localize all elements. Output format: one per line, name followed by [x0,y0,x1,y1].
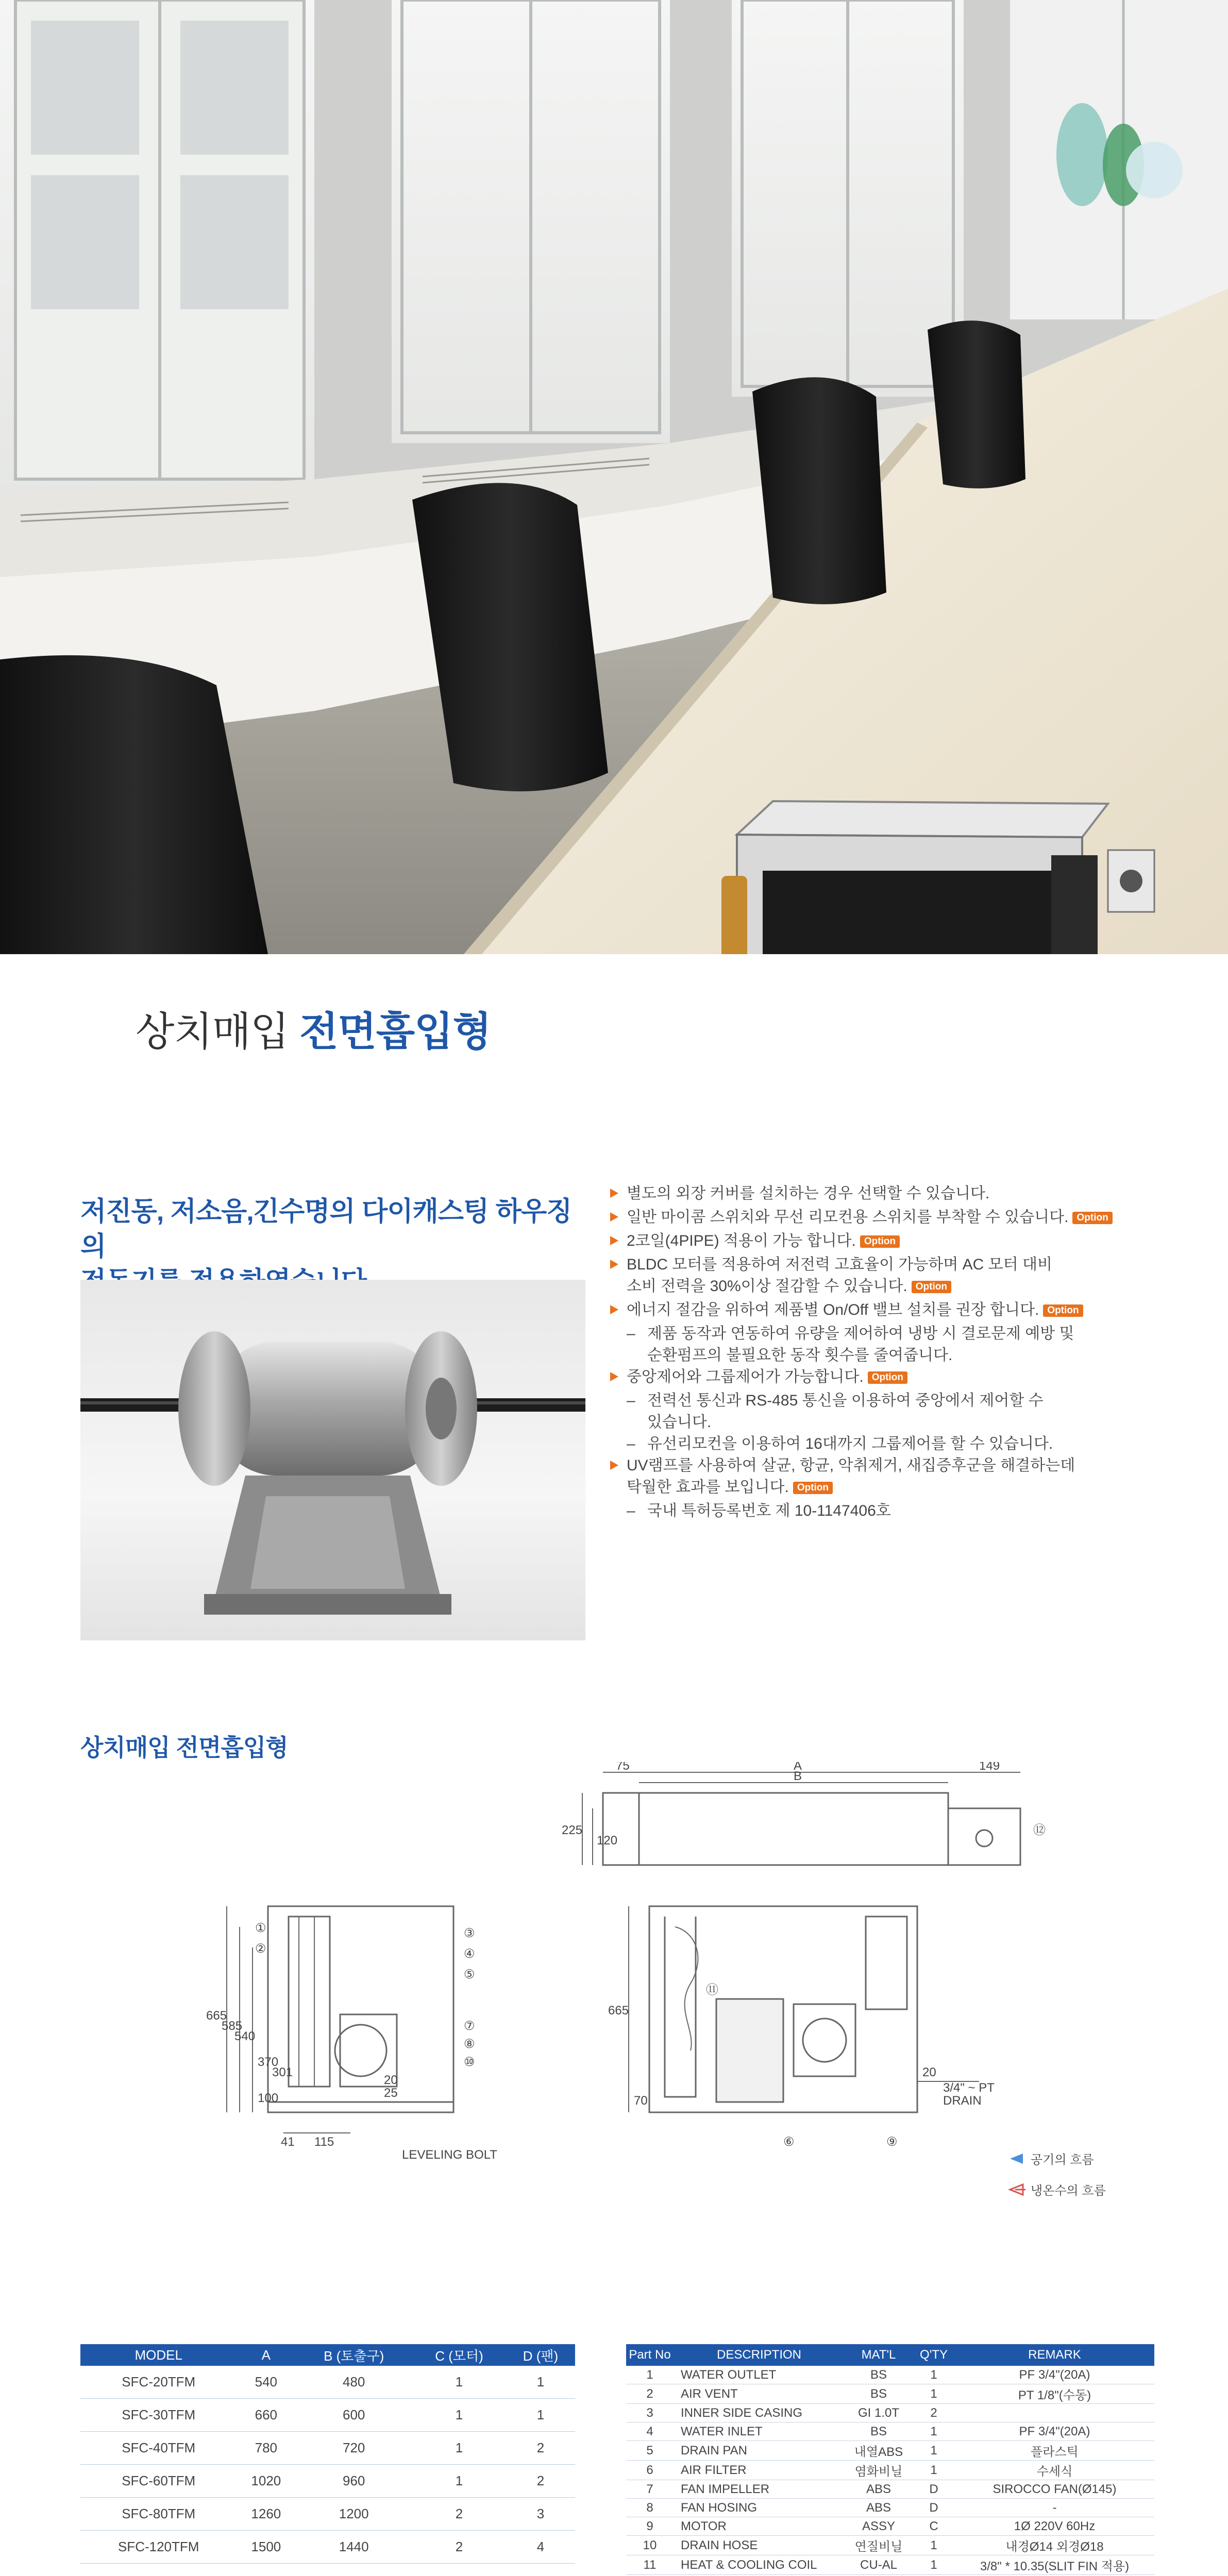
col-remark: REMARK [955,2344,1154,2366]
table-cell: 1 [506,2399,575,2432]
table-cell: 2 [913,2404,955,2422]
table-cell: - [955,2499,1154,2517]
table-cell: SFC-60TFM [80,2465,237,2498]
col-qty: Q'TY [913,2344,955,2366]
dim-label: 585 [222,2019,243,2033]
feature-list [609,1183,1171,1522]
table-cell: 5 [626,2441,674,2461]
col-model: MODEL [80,2344,237,2366]
table-cell: 1 [412,2465,506,2498]
col-c: C (모터) [412,2344,506,2366]
callout: ⑨ [886,2135,898,2149]
dim-label: 370 [258,2055,279,2069]
table-cell: AIR FILTER [674,2461,845,2480]
table-cell: 1 [506,2366,575,2399]
table-cell: FAN HOSING [674,2499,845,2517]
table-cell: PT 1/8"(수동) [955,2384,1154,2404]
table-cell: 1500 [237,2531,295,2564]
table-cell: 1 [412,2366,506,2399]
table-cell: PF 3/4"(20A) [955,2422,1154,2441]
table-cell: ABS [845,2499,913,2517]
option-badge: Option [1072,1212,1112,1224]
table-row [80,2366,575,2399]
dim-label: 115 [314,2135,334,2149]
table-cell: BS [845,2366,913,2384]
table-row [80,2465,575,2498]
table-cell: WATER OUTLET [674,2366,845,2384]
table-cell: 11 [626,2555,674,2575]
table-cell: CU-AL [845,2555,913,2575]
table-cell: 1020 [237,2465,295,2498]
legend-water: 냉온수의 흐름 [1031,2184,1106,2198]
feature-item: 별도의 외장 커버를 설치하는 경우 선택할 수 있습니다. [609,1183,1171,1205]
table-cell: 1 [913,2384,955,2404]
table-cell: 6 [626,2461,674,2480]
legend-air-icon [1010,2154,1023,2164]
model-dimension-table [80,2344,575,2564]
title-prefix: 상치매입 [136,1009,289,1054]
dim-label: 301 [272,2065,293,2079]
table-cell: 1 [913,2422,955,2441]
dim-label: 41 [281,2135,295,2149]
table-row [80,2531,575,2564]
table-cell: 1260 [237,2498,295,2531]
table-cell: SFC-120TFM [80,2531,237,2564]
table-cell: 1440 [295,2531,412,2564]
dim-label: 540 [234,2029,256,2043]
table-cell: 1 [626,2366,674,2384]
option-badge: Option [912,1281,951,1293]
dim-label: A [794,1762,802,1773]
table-row [80,2432,575,2465]
feature-item: 2코일(4PIPE) 적용이 가능 합니다. Option [609,1230,1171,1252]
table-cell: 수세식 [955,2461,1154,2480]
callout: ③ [464,1926,475,1940]
table-cell: HEAT & COOLING COIL [674,2555,845,2575]
legend-air: 공기의 흐름 [1031,2153,1094,2167]
option-badge: Option [1043,1304,1083,1317]
table-cell: 8 [626,2499,674,2517]
table-row [626,2480,1154,2499]
table-cell: D [913,2499,955,2517]
callout: ① [255,1921,266,1935]
table-cell: BS [845,2384,913,2404]
feature-item: UV램프를 사용하여 살균, 항균, 악취제거, 새집증후군을 해결하는데 탁월한 효과를 보입니다. Option [609,1455,1171,1498]
dim-label: 100 [258,2091,279,2105]
table-cell: DRAIN HOSE [674,2536,845,2555]
dim-label: 20 [922,2065,936,2079]
callout: ⑦ [464,2019,475,2033]
callout: ⑥ [783,2135,795,2149]
table-cell: ABS [845,2480,913,2499]
table-cell: 1 [412,2399,506,2432]
dim-label: 120 [597,1834,618,1848]
feature-item: 에너지 절감을 위하여 제품별 On/Off 밸브 설치를 권장 합니다. Option [609,1299,1171,1321]
col-description: DESCRIPTION [674,2344,845,2366]
table-cell: SFC-40TFM [80,2432,237,2465]
table-cell: 플라스틱 [955,2441,1154,2461]
callout: ② [255,1942,266,1956]
table-cell: DRAIN PAN [674,2441,845,2461]
drawing-canvas [72,1762,1165,2277]
table-row [80,2399,575,2432]
table-row [626,2422,1154,2441]
feature-subitem: – 국내 특허등록번호 제 10-1147406호 [609,1500,1171,1522]
motor-photo [80,1280,585,1640]
table-cell: 2 [626,2384,674,2404]
product-title [136,999,491,1057]
table-cell: SFC-80TFM [80,2498,237,2531]
fan-coil-unit-image [716,801,1154,954]
table-cell: 1 [412,2432,506,2465]
option-badge: Option [868,1371,907,1384]
table-cell: 3 [506,2498,575,2531]
dim-label: 20 [384,2073,398,2087]
col-a: A [237,2344,295,2366]
callout: ④ [464,1947,475,1961]
feature-subitem: – 유선리모컨을 이용하여 16대까지 그룹제어를 할 수 있습니다. [609,1433,1171,1455]
table-row [626,2366,1154,2384]
dim-label: 70 [634,2094,648,2108]
table-cell: 10 [626,2536,674,2555]
table-cell: PF 3/4"(20A) [955,2366,1154,2384]
col-d: D (팬) [506,2344,575,2366]
table-cell: 2 [412,2498,506,2531]
table-cell: 1 [913,2366,955,2384]
col-material: MAT'L [845,2344,913,2366]
table-cell: C [913,2517,955,2536]
legend-water-icon [1010,2184,1025,2195]
table-row [626,2536,1154,2555]
diecast-motor-illustration [80,1280,585,1640]
table-cell: 2 [506,2432,575,2465]
table-cell: 960 [295,2465,412,2498]
office-interior-illustration [0,0,1228,954]
table-cell: 9 [626,2517,674,2536]
title-accent: 전면흡입형 [299,1009,491,1054]
table-cell: 2 [412,2531,506,2564]
table-row [626,2441,1154,2461]
dim-label: 75 [616,1762,630,1773]
table-cell [955,2404,1154,2422]
table-cell: 480 [295,2366,412,2399]
dim-label: DRAIN [943,2094,982,2108]
drawing-heading: 상치매입 전면흡입형 [80,1734,288,1761]
feature-item: 일반 마이콤 스위치와 무선 리모컨용 스위치를 부착할 수 있습니다. Option [609,1207,1171,1228]
table-cell: 1200 [295,2498,412,2531]
table-cell: 내경Ø14 외경Ø18 [955,2536,1154,2555]
col-b: B (토출구) [295,2344,412,2366]
table-row [626,2461,1154,2480]
table-cell: 780 [237,2432,295,2465]
table-row [80,2498,575,2531]
table-row [626,2499,1154,2517]
table-row [626,2517,1154,2536]
table-cell: 1 [913,2536,955,2555]
table-cell: 내열ABS [845,2441,913,2461]
parts-list-table [626,2344,1154,2576]
table-row [626,2404,1154,2422]
table-cell: BS [845,2422,913,2441]
table-row [626,2384,1154,2404]
feature-subitem: – 제품 동작과 연동하여 유량을 제어하여 냉방 시 결로문제 예방 및 순환펌프의 불필요한 동작 횟수를 줄여줍니다. [609,1323,1171,1366]
dim-label: 665 [206,2009,227,2023]
hero-photo [0,0,1228,954]
table-cell: SFC-20TFM [80,2366,237,2399]
callout: ⑪ [706,1983,718,1997]
table-cell: 1 [913,2441,955,2461]
table-row [626,2555,1154,2575]
feature-item: 중앙제어와 그룹제어가 가능합니다. Option [609,1366,1171,1388]
table-cell: 1 [913,2461,955,2480]
feature-heading-line1: 저진동, 저소음,긴수명의 다이캐스팅 하우징의 [80,1197,572,1262]
table-cell: 2 [506,2465,575,2498]
table-cell: SFC-30TFM [80,2399,237,2432]
dim-label: B [794,1769,802,1783]
table-cell: SIROCCO FAN(Ø145) [955,2480,1154,2499]
table-cell: INNER SIDE CASING [674,2404,845,2422]
callout: ⑧ [464,2037,475,2051]
feature-item: BLDC 모터를 적용하여 저전력 고효율이 가능하며 AC 모터 대비 소비 전력을 30%이상 절감할 수 있습니다. Option [609,1254,1171,1297]
table-cell: GI 1.0T [845,2404,913,2422]
table-cell: 540 [237,2366,295,2399]
table-cell: 3/8" * 10.35(SLIT FIN 적용) [955,2555,1154,2575]
table-cell: 600 [295,2399,412,2432]
dim-label: 3/4" ~ PT [943,2081,995,2095]
table-cell: 7 [626,2480,674,2499]
dim-label: 149 [979,1762,1000,1773]
callout: ⑩ [464,2055,475,2069]
dim-label: 25 [384,2086,398,2100]
callout: ⑫ [1033,1823,1046,1837]
callout: ⑤ [464,1968,475,1981]
table-cell: AIR VENT [674,2384,845,2404]
option-badge: Option [793,1482,833,1494]
table-cell: WATER INLET [674,2422,845,2441]
col-part-no: Part No [626,2344,674,2366]
table-cell: 1Ø 220V 60Hz [955,2517,1154,2536]
leveling-bolt-label: LEVELING BOLT [402,2148,497,2162]
dim-label: 665 [608,2004,629,2018]
table-cell: 4 [506,2531,575,2564]
table-cell: 660 [237,2399,295,2432]
table-cell: 4 [626,2422,674,2441]
feature-subitem: – 전력선 통신과 RS-485 통신을 이용하여 중앙에서 제어할 수 있습니다. [609,1390,1171,1433]
table-cell: MOTOR [674,2517,845,2536]
table-cell: FAN IMPELLER [674,2480,845,2499]
table-cell: 1 [913,2555,955,2575]
table-cell: 3 [626,2404,674,2422]
table-cell: 연질비닐 [845,2536,913,2555]
dim-label: 225 [562,1823,583,1837]
table-cell: ASSY [845,2517,913,2536]
technical-drawings [72,1762,1165,2277]
option-badge: Option [860,1235,900,1248]
table-cell: 염화비닐 [845,2461,913,2480]
table-cell: D [913,2480,955,2499]
table-cell: 720 [295,2432,412,2465]
